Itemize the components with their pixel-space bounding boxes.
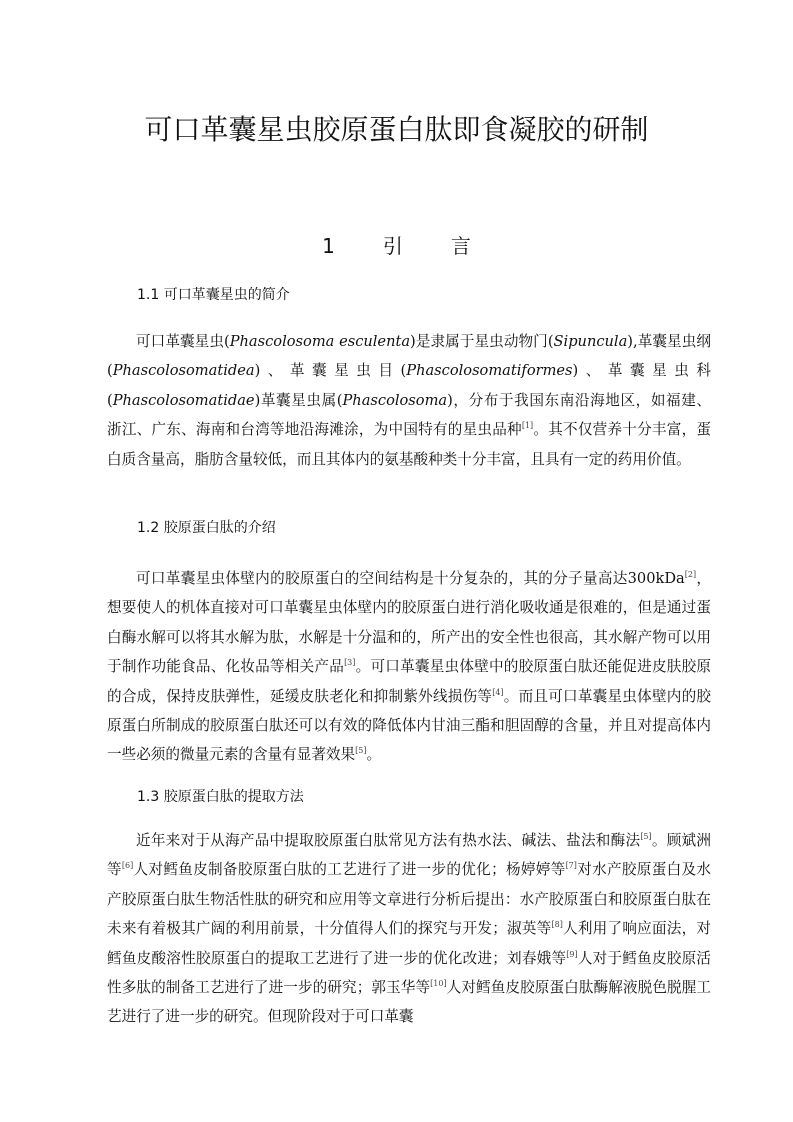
paragraph-species-intro: 可口革囊星虫(Phascolosoma esculenta)是隶属于星虫动物门(Sipuncula),革囊星虫纲(Phascolosomatidea)、革囊星虫目(Phascolosomatiformes)、革囊星虫科(Phascolosomatidae)革囊星虫属(Phascolosoma)，分布于我国东南沿海地区，如福建、浙江、广东、海南和台湾等地沿海滩涂，为中国特有的星虫品种[1]。其不仅营养十分丰富，蛋白质含量高，脂肪含量较低，而且其体内的氨基酸种类十分丰富，且具有一定的药用价值。 <box>107 333 711 468</box>
section-heading-introduction <box>0 230 793 259</box>
subsection-heading-1-3: 1.3 胶原蛋白肽的提取方法 <box>137 789 304 805</box>
paragraph-extraction-methods: 近年来对于从海产品中提取胶原蛋白肽常见方法有热水法、碱法、盐法和酶法[5]。顾斌洲等[6]人对鳕鱼皮制备胶原蛋白肽的工艺进行了进一步的优化；杨婷婷等[7]对水产胶原蛋白及水产胶原蛋白肽生物活性肽的研究和应用等文章进行分析后提出：水产胶原蛋白和胶原蛋白肽在未来有着极其广阔的利用前景，十分值得人们的探究与开发；淑英等[8]人利用了响应面法，对鳕鱼皮酸溶性胶原蛋白的提取工艺进行了进一步的优化改进；刘春娥等[9]人对于鳕鱼皮胶原活性多肽的制备工艺进行了进一步的研究；郭玉华等[10]人对鳕鱼皮胶原蛋白肽酶解液脱色脱腥工艺进行了进一步的研究。但现阶段对于可口革囊 <box>107 832 711 1026</box>
citation: [8] <box>551 920 563 930</box>
paragraph-collagen-peptide: 可口革囊星虫体壁内的胶原蛋白的空间结构是十分复杂的，其的分子量高达300kDa[2]，想要使人的机体直接对可口革囊星虫体壁内的胶原蛋白进行消化吸收通是很难的，但是通过蛋白酶水解可以将其水解为肽，水解是十分温和的，所产出的安全性也很高，其水解产物可以用于制作功能食品、化妆品等相关产品[3]。可口革囊星虫体壁中的胶原蛋白肽还能促进皮肤胶原的合成，保持皮肤弹性，延缓皮肤老化和抑制紫外线损伤等[4]。而且可口革囊星虫体壁内的胶原蛋白所制成的胶原蛋白肽还可以有效的降低体内甘油三酯和胆固醇的含量，并且对提高体内一些必须的微量元素的含量有显著效果[5]。 <box>107 570 711 764</box>
section-title-char-1: 引 <box>382 234 403 258</box>
citation: [5] <box>640 832 652 841</box>
document-title: 可口革囊星虫胶原蛋白肽即食凝胶的研制 <box>144 113 649 146</box>
subsection-heading-1-1: 1.1 可口革囊星虫的简介 <box>137 287 290 303</box>
citation: [9] <box>566 949 578 959</box>
citation: [5] <box>355 746 367 756</box>
citation: [1] <box>521 421 534 431</box>
section-title-char-2: 言 <box>450 234 471 258</box>
citation: [4] <box>492 687 504 697</box>
citation: [2] <box>684 570 697 579</box>
citation: [6] <box>121 861 134 871</box>
section-number: 1 <box>322 234 335 258</box>
subsection-heading-1-2: 1.2 胶原蛋白肽的介绍 <box>137 520 276 536</box>
citation: [10] <box>430 979 447 989</box>
citation: [3] <box>344 658 356 668</box>
citation: [7] <box>565 861 577 871</box>
